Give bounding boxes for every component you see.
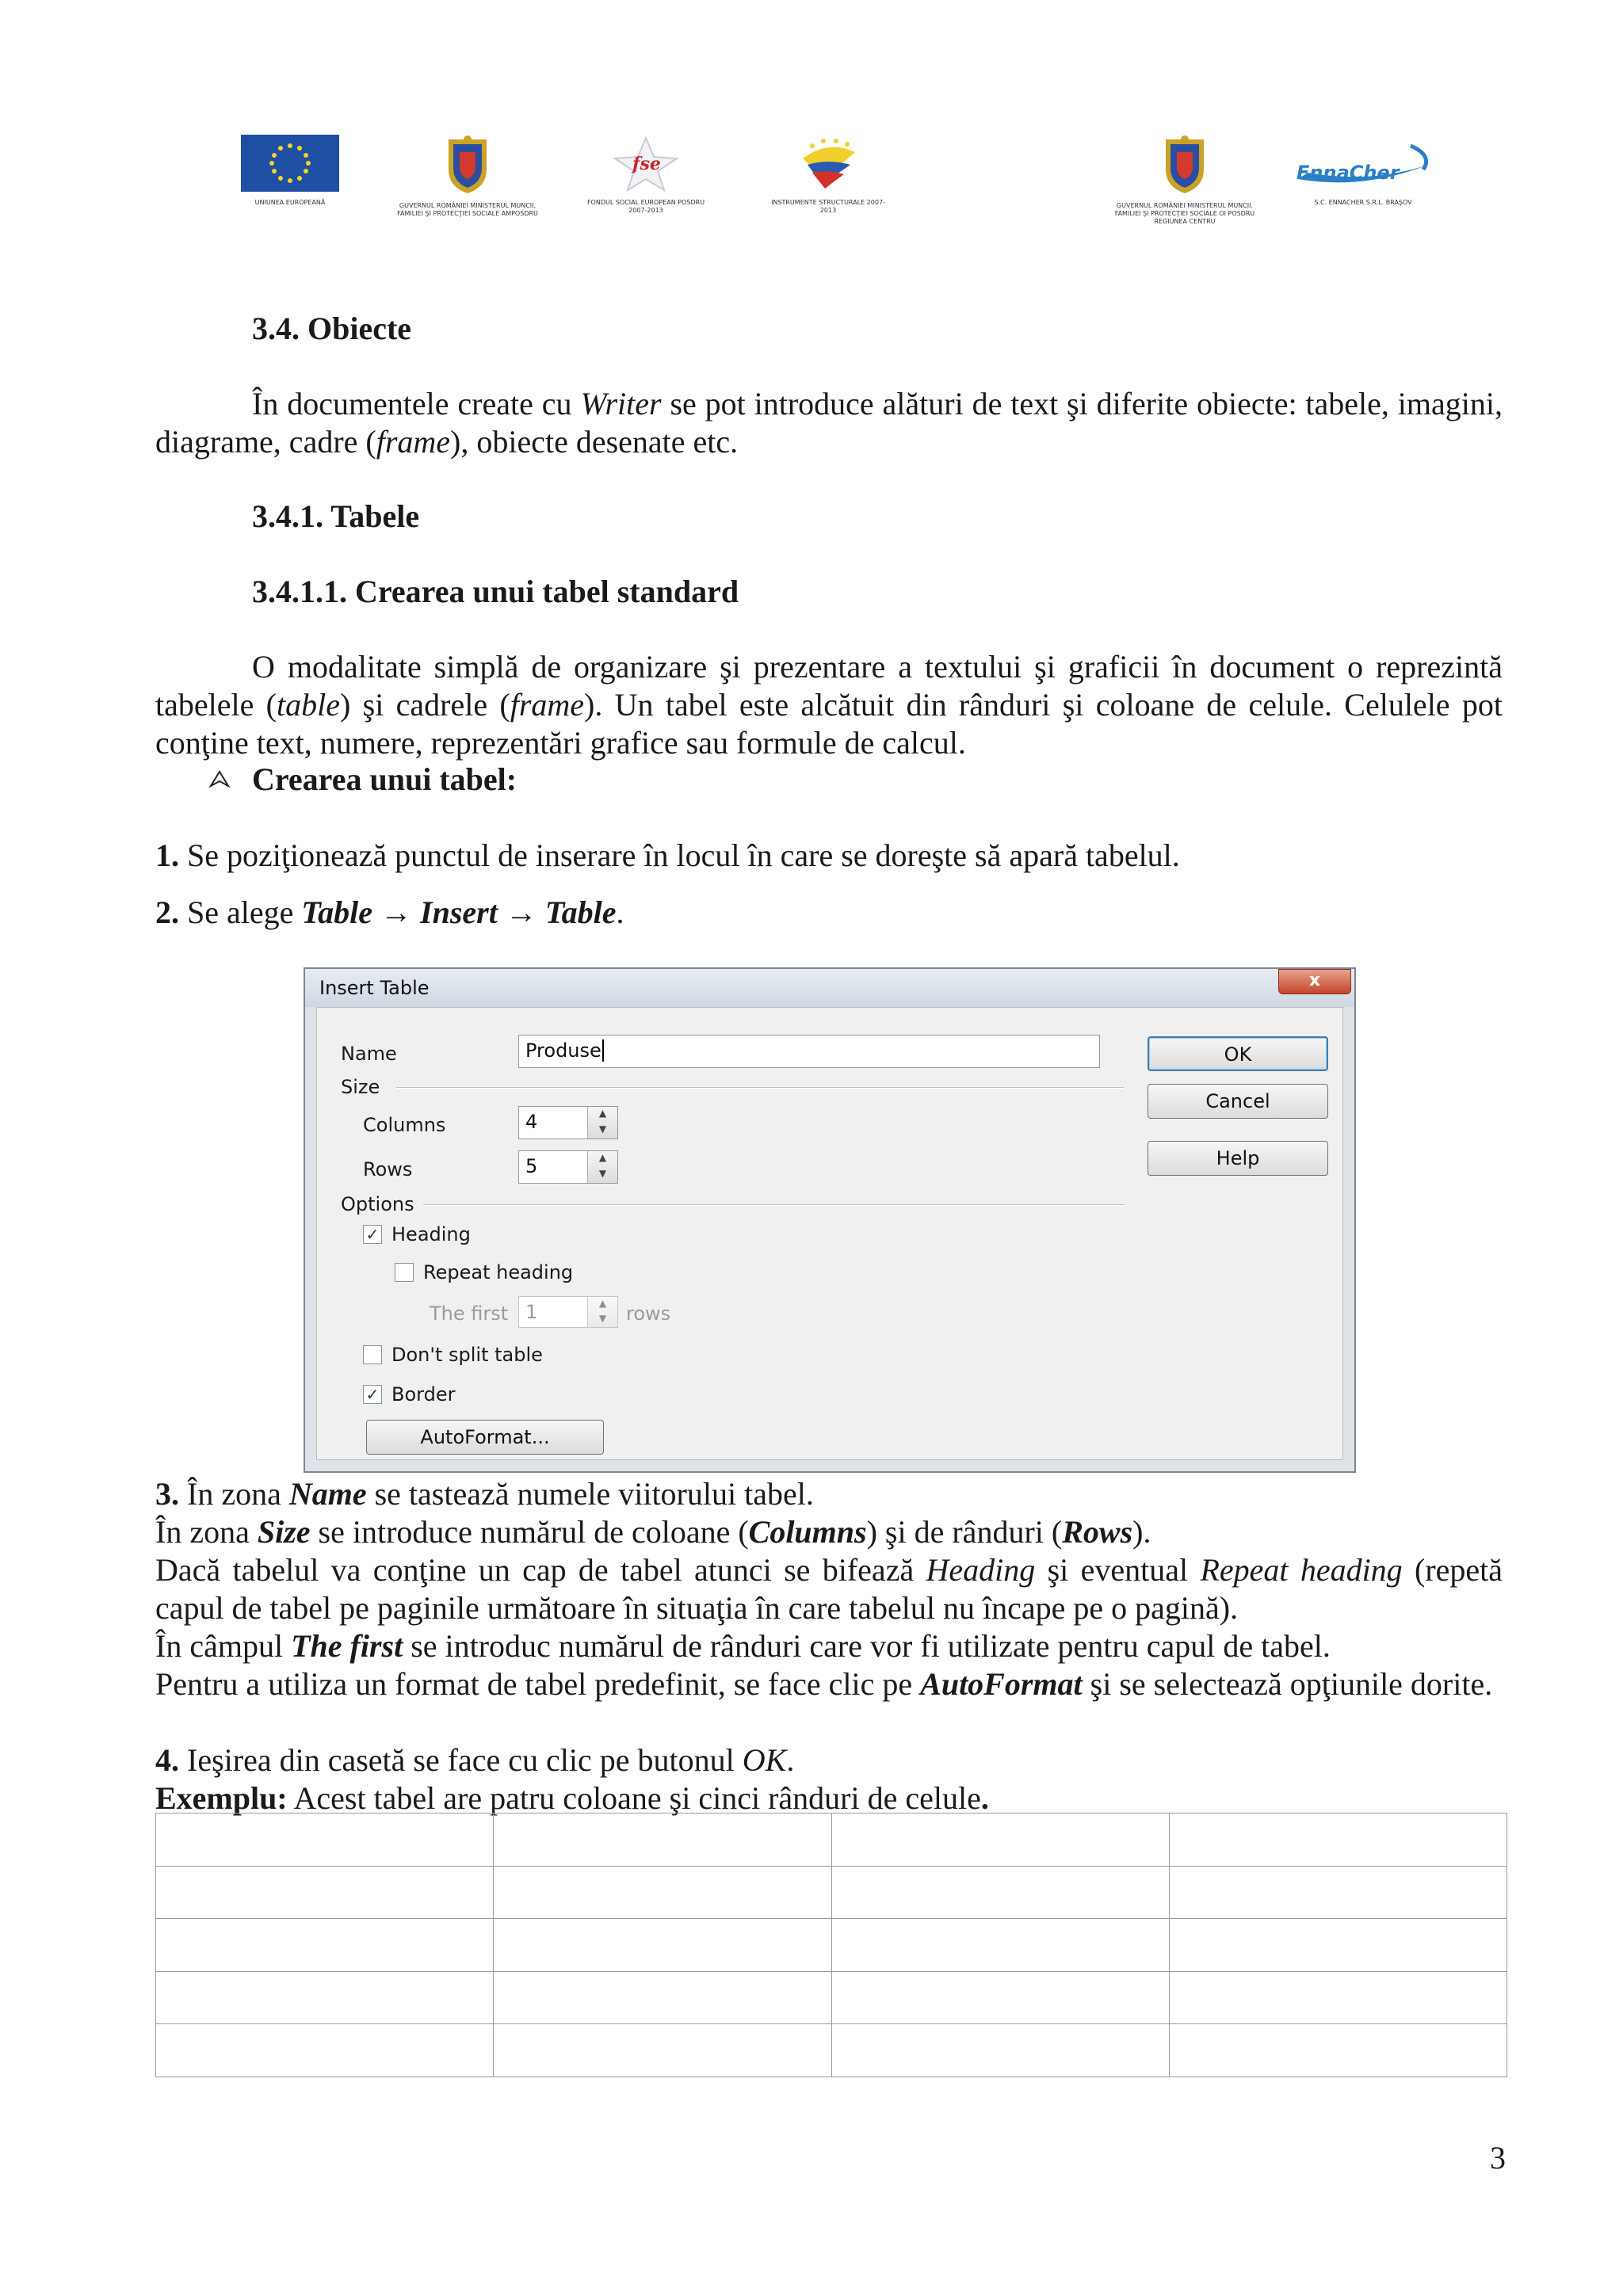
- logo-strip: [0, 135, 1623, 254]
- example-table: [155, 1813, 1507, 2077]
- structural-instruments-icon: [789, 135, 868, 192]
- table-cell: [1169, 1971, 1507, 2024]
- ennacher-brand-text: EnnaCher: [1296, 162, 1400, 184]
- logo-caption: GUVERNUL ROMÂNIEI MINISTERUL MUNCII, FAMILIEI ŞI PROTECŢIEI SOCIALE AMPOSDRU: [397, 202, 538, 217]
- table-cell: [831, 1866, 1169, 1919]
- step-1: 1. Se poziţionează punctul de inserare în locul în care se doreşte să apară tabelul.: [155, 837, 1180, 873]
- the-first-label: The first: [430, 1302, 509, 1325]
- rows-stepper[interactable]: 5 ▲ ▼: [518, 1150, 618, 1184]
- border-label: Border: [391, 1383, 456, 1405]
- table-cell: [156, 1971, 494, 2024]
- coat-of-arms-icon: [442, 135, 493, 195]
- structural-instruments-logo: [769, 135, 888, 215]
- columns-spin-buttons[interactable]: [587, 1107, 617, 1138]
- table-row: [156, 1814, 1507, 1867]
- coat-of-arms-icon: [1159, 135, 1210, 195]
- table-cell: [156, 1866, 494, 1919]
- chevron-up-icon[interactable]: ▲: [598, 1152, 607, 1163]
- table-cell: [156, 1919, 494, 1972]
- rows-label: Rows: [363, 1158, 413, 1180]
- logo-caption: INSTRUMENTE STRUCTURALE 2007-2013: [771, 199, 885, 214]
- table-cell: [1169, 2024, 1507, 2077]
- dont-split-table-checkbox[interactable]: [363, 1345, 382, 1364]
- columns-stepper[interactable]: 4 ▲ ▼: [518, 1106, 618, 1139]
- fse-star-icon: [610, 135, 682, 192]
- rows-spin-buttons[interactable]: [587, 1151, 617, 1183]
- table-cell: [831, 1919, 1169, 1972]
- explanation-line-2: În zona Size se introduce numărul de coloane (Columns) şi de rânduri (Rows).: [155, 1514, 1151, 1550]
- explanation-line-1: 3. În zona Name se tastează numele viitorului tabel.: [155, 1476, 814, 1512]
- romania-coat-of-arms-2-logo: [1109, 135, 1260, 226]
- repeat-heading-label: Repeat heading: [423, 1261, 574, 1283]
- ennacher-logo: [1292, 135, 1434, 207]
- step-2: 2. Se alege Table → Insert → Table.: [155, 894, 624, 930]
- table-cell: [494, 1971, 831, 2024]
- table-row: [156, 1866, 1507, 1919]
- size-separator: [396, 1087, 1124, 1089]
- chevron-down-icon[interactable]: ▼: [598, 1123, 607, 1135]
- options-label: Options: [341, 1193, 414, 1215]
- table-cell: [494, 1919, 831, 1972]
- table-cell: [1169, 1866, 1507, 1919]
- table-cell: [1169, 1814, 1507, 1867]
- logo-caption: FONDUL SOCIAL EUROPEAN POSDRU 2007-2013: [586, 199, 705, 214]
- heading-checkbox[interactable]: ✓: [363, 1225, 382, 1244]
- close-button[interactable]: x: [1278, 969, 1351, 994]
- chevron-up-icon[interactable]: ▲: [598, 1298, 607, 1309]
- chevron-down-icon[interactable]: ▼: [598, 1313, 607, 1324]
- border-checkbox[interactable]: ✓: [363, 1385, 382, 1404]
- chevron-down-icon[interactable]: ▼: [598, 1168, 607, 1179]
- chevron-up-icon[interactable]: ▲: [598, 1108, 607, 1119]
- help-button[interactable]: Help: [1148, 1141, 1328, 1176]
- explanation-line-5: Pentru a utiliza un format de tabel predefinit, se face clic pe AutoFormat şi se selectează opţiunile dorite.: [155, 1666, 1493, 1702]
- dialog-body: [316, 1007, 1343, 1460]
- table-cell: [156, 2024, 494, 2077]
- logo-caption: S.C. ENNACHER S.R.L. BRAŞOV: [1314, 199, 1412, 206]
- size-label: Size: [341, 1076, 380, 1098]
- columns-label: Columns: [363, 1114, 446, 1136]
- the-first-spin-buttons[interactable]: [587, 1297, 617, 1327]
- table-row: [156, 2024, 1507, 2077]
- explanation-line-3: Dacă tabelul va conţine un cap de tabel atunci se bifează Heading şi eventual Repeat heading (repetă capul de tabel pe paginile următoare în situaţia în care tabelul nu încape pe o pagină).: [155, 1552, 1503, 1626]
- the-first-stepper[interactable]: 1 ▲ ▼: [518, 1296, 618, 1328]
- svg-text:fse: fse: [632, 154, 661, 174]
- autoformat-button[interactable]: AutoFormat...: [366, 1420, 604, 1455]
- romania-coat-of-arms-logo: [396, 135, 539, 218]
- logo-caption: UNIUNEA EUROPEANĂ: [254, 199, 326, 206]
- bullet-arrow-icon: [208, 767, 231, 791]
- table-cell: [831, 2024, 1169, 2077]
- dont-split-table-label: Don't split table: [391, 1344, 543, 1366]
- repeat-heading-checkbox[interactable]: [395, 1263, 414, 1282]
- example-line: Exemplu: Acest tabel are patru coloane şi cinci rânduri de celule.: [155, 1780, 989, 1816]
- fse-logo: [586, 135, 705, 215]
- table-cell: [831, 1814, 1169, 1867]
- bullet-heading: Crearea unui tabel:: [252, 761, 517, 797]
- table-row: [156, 1971, 1507, 2024]
- insert-table-dialog: [304, 967, 1356, 1473]
- table-cell: [494, 1814, 831, 1867]
- cancel-button[interactable]: Cancel: [1148, 1084, 1328, 1119]
- dialog-titlebar: [305, 969, 1354, 1007]
- table-cell: [156, 1814, 494, 1867]
- table-row: [156, 1919, 1507, 1972]
- page-number: 3: [1490, 2140, 1506, 2176]
- options-separator: [423, 1204, 1124, 1206]
- table-cell: [831, 1971, 1169, 2024]
- eu-flag-icon: [241, 135, 339, 192]
- dialog-title: Insert Table: [319, 977, 430, 999]
- heading-label: Heading: [391, 1223, 471, 1245]
- explanation-line-6: 4. Ieşirea din casetă se face cu clic pe butonul OK.: [155, 1742, 795, 1778]
- logo-caption: GUVERNUL ROMÂNIEI MINISTERUL MUNCII, FAMILIEI ŞI PROTECŢIEI SOCIALE OI POSDRU REGIUNEA CENTRU: [1114, 202, 1255, 225]
- section-heading: 3.4. Obiecte: [252, 311, 412, 346]
- explanation-line-4: În câmpul The first se introduc numărul de rânduri care vor fi utilizate pentru capul de tabel.: [155, 1628, 1331, 1664]
- subsection-heading: 3.4.1. Tabele: [252, 498, 420, 534]
- rows-suffix-label: rows: [626, 1302, 671, 1325]
- table-cell: [494, 1866, 831, 1919]
- table-cell: [494, 2024, 831, 2077]
- subsubsection-heading: 3.4.1.1. Crearea unui tabel standard: [252, 574, 739, 609]
- ok-button[interactable]: OK: [1148, 1036, 1328, 1071]
- description-paragraph: O modalitate simplă de organizare şi prezentare a textului şi graficii în document o reprezintă tabelele (table) şi cadrele (frame). Un tabel este alcătuit din rânduri şi coloane de celule. Celulele pot conţine text, numere, reprezentări grafice sau formule de calcul.: [155, 649, 1503, 761]
- name-label: Name: [341, 1043, 397, 1065]
- intro-paragraph: În documentele create cu Writer se pot introduce alături de text şi diferite obiecte: tabele, imagini, diagrame, cadre (frame), obiecte desenate etc.: [155, 386, 1503, 460]
- eu-flag-logo: [235, 135, 346, 207]
- table-cell: [1169, 1919, 1507, 1972]
- name-input[interactable]: Produse: [518, 1035, 1100, 1068]
